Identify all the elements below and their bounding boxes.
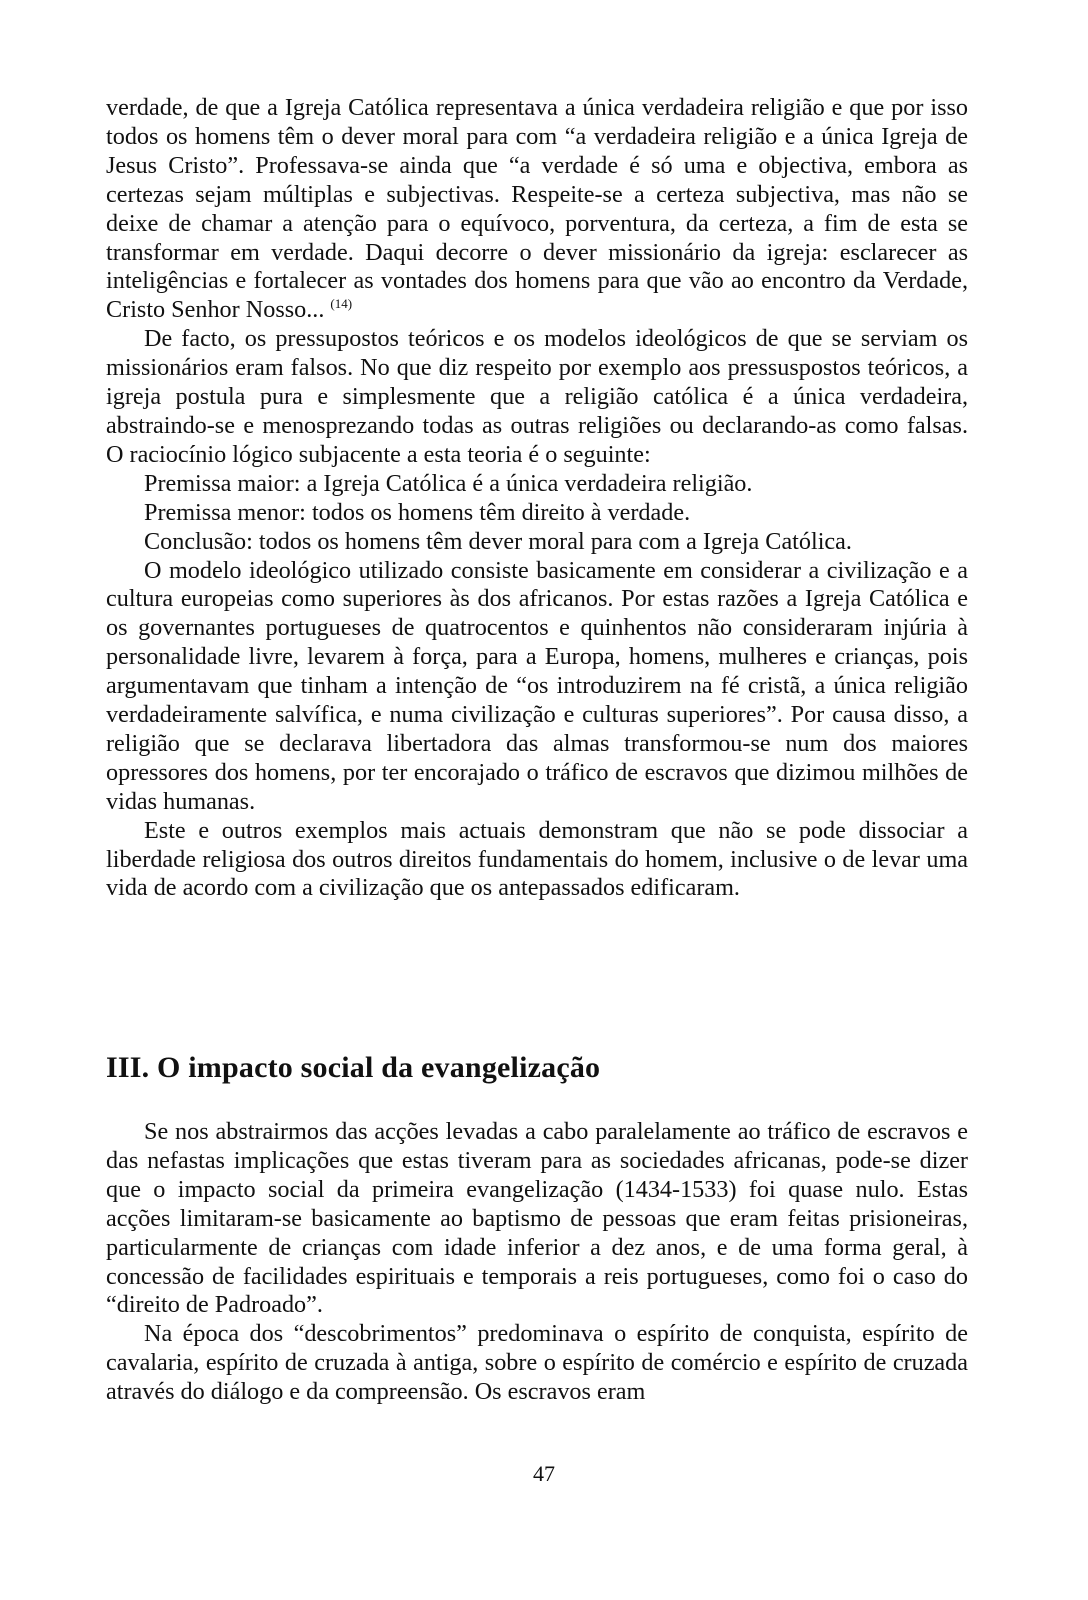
section-heading: III. O impacto social da evangelização [106,1051,601,1084]
page-number: 47 [533,1461,555,1486]
premise-minor: Premissa menor: todos os homens têm direito à verdade. [144,498,691,526]
section-paragraph-2: Na época dos “descobrimentos” predominava o espírito de conquista, espírito de cavalaria, espírito de cruzada à antiga, sobre o espírito de comércio e espírito de cruzada através do diálogo e da compreensão. Os escravos eram [106,1320,968,1406]
syllogism-conclusion: Conclusão: todos os homens têm dever moral para com a Igreja Católica. [144,527,852,555]
section-paragraph-1: Se nos abstrairmos das acções levadas a cabo paralelamente ao tráfico de escravos e das nefastas implicações que estas tiveram para as sociedades africanas, pode-se dizer que o impacto social da primeira evangelização (1434-1533) foi quase nulo. Estas acções limitaram-se basicamente ao baptismo de pessoas que eram feitas prisioneiras, particularmente de crianças com idade inferior a dez anos, e de uma forma geral, à concessão de facilidades espirituais e temporais a reis portugueses, como foi o caso do “direito de Padroado”. [106,1118,968,1319]
page-body [106,94,968,903]
premise-major: Premissa maior: a Igreja Católica é a única verdadeira religião. [144,469,753,497]
paragraph-2: De facto, os pressupostos teóricos e os modelos ideológicos de que se serviam os missionários eram falsos. No que diz respeito por exemplo aos pressuspostos teóricos, a igreja postula pura e simplesmente que a religião católica é a única verdadeira, abstraindo-se e menosprezando todas as outras religiões ou declarando-as como falsas. O raciocínio lógico subjacente a esta teoria é o seguinte: [106,325,968,468]
paragraph-1 [106,94,968,325]
section-body [106,1118,968,1407]
footnote-reference: (14) [330,296,353,312]
paragraph-1-text: verdade, de que a Igreja Católica representava a única verdadeira religião e que por isso todos os homens têm o dever moral para com “a verdadeira religião e a única Igreja de Jesus Cristo”. Professava-se ainda que “a verdade é só uma e objectiva, embora as certezas sejam múltiplas e subjectivas. Respeite-se a certeza subjectiva, mas não se deixe de chamar a atenção para o equívoco, porventura, da certeza, a fim de esta se transformar em verdade. Daqui decorre o dever missionário da igreja: esclarecer as inteligências e fortalecer as vontades dos homens para que vão ao encontro da Verdade, Cristo Senhor Nosso... [106,94,968,324]
paragraph-4: Este e outros exemplos mais actuais demonstram que não se pode dissociar a liberdade religiosa dos outros direitos fundamentais do homem, inclusive o de levar uma vida de acordo com a civilização que os antepassados edificaram. [106,816,968,902]
paragraph-3: O modelo ideológico utilizado consiste basicamente em considerar a civilização e a cultura europeias como superiores às dos africanos. Por estas razões a Igreja Católica e os governantes portugueses de quatrocentos e quinhentos não consideraram injúria à personalidade livre, levarem à força, para a Europa, homens, mulheres e crianças, pois argumentavam que tinham a intenção de “os introduzirem na fé cristã, a única religião verdadeiramente salvífica, e numa civilização e culturas superiores”. Por causa disso, a religião que se declarava libertadora das almas transformou-se num dos maiores opressores dos homens, por ter encorajado o tráfico de escravos que dizimou milhões de vidas humanas. [106,556,968,815]
